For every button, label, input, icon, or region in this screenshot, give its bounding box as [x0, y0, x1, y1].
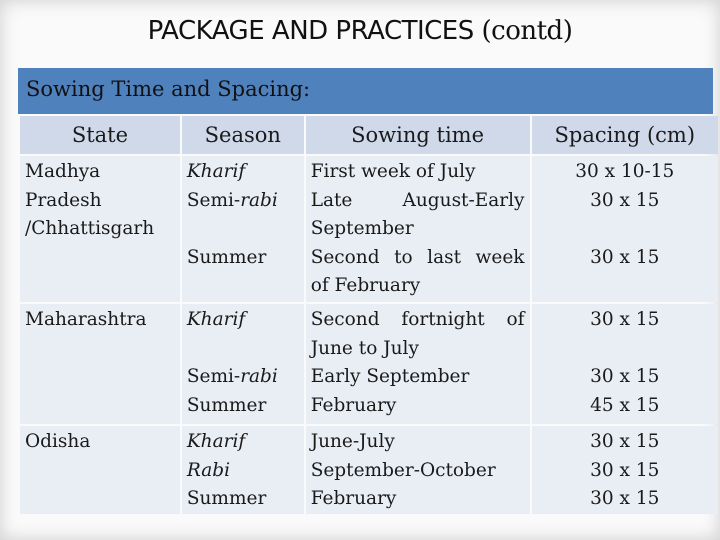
- state-line: /Chhattisgarh: [25, 218, 155, 239]
- sowing-line: Late August-Early: [310, 189, 525, 211]
- spacing-value: 30 x 10-15: [575, 161, 675, 182]
- season-kharif: Kharif: [186, 309, 246, 330]
- state-line: Madhya: [25, 161, 101, 182]
- spacing-value: 30 x 15: [590, 189, 660, 211]
- spacing-value: 30 x 15: [590, 246, 660, 268]
- season-cell: [182, 156, 304, 302]
- spacing-value: 45 x 15: [590, 394, 660, 416]
- state-cell: [20, 426, 180, 514]
- spacing-value: 30 x 15: [590, 488, 660, 509]
- header-spacing: Spacing (cm): [532, 116, 719, 154]
- season-kharif: Kharif: [186, 161, 246, 182]
- header-season: Season: [182, 116, 304, 154]
- page-title: [0, 16, 720, 46]
- spacing-value: 30 x 15: [590, 459, 660, 481]
- table-row: [20, 304, 718, 424]
- sowing-line: September: [310, 218, 414, 239]
- table-row: [20, 156, 718, 302]
- spacing-cell: [532, 156, 719, 302]
- sowing-cell: [306, 304, 530, 424]
- sowing-line: February: [310, 394, 397, 416]
- sowing-line: June-July: [310, 431, 395, 452]
- sowing-line: First week of July: [310, 161, 476, 182]
- season-semi-rabi: Semi-rabi: [186, 189, 278, 211]
- season-semi-rabi: Semi-rabi: [186, 366, 278, 387]
- sowing-cell: [306, 156, 530, 302]
- spacing-value: 30 x 15: [590, 431, 660, 452]
- sowing-line: of February: [310, 275, 421, 296]
- title-main: PACKAGE AND PRACTICES: [147, 16, 474, 46]
- title-suffix: (contd): [481, 16, 573, 46]
- sowing-line: Second fortnight of: [310, 309, 525, 330]
- state-cell: [20, 156, 180, 302]
- state-line: Pradesh: [25, 189, 102, 211]
- sowing-cell: [306, 426, 530, 514]
- season-cell: [182, 426, 304, 514]
- season-summer: Summer: [186, 246, 267, 268]
- spacing-value: 30 x 15: [590, 366, 660, 387]
- spacing-cell: [532, 304, 719, 424]
- table-row: [20, 426, 718, 514]
- sowing-table: [18, 114, 720, 516]
- season-summer: Summer: [186, 488, 267, 509]
- sowing-line: Second to last week: [310, 246, 525, 268]
- table-header-row: [20, 116, 718, 154]
- sowing-line: June to July: [310, 337, 419, 359]
- season-rabi: Rabi: [186, 459, 230, 481]
- season-kharif: Kharif: [186, 431, 246, 452]
- season-cell: [182, 304, 304, 424]
- state-line: Maharashtra: [25, 309, 147, 330]
- spacing-value: 30 x 15: [590, 309, 660, 330]
- state-line: Odisha: [25, 431, 91, 452]
- spacing-cell: [532, 426, 719, 514]
- header-sowing-time: Sowing time: [306, 116, 530, 154]
- section-banner: Sowing Time and Spacing:: [18, 68, 713, 114]
- header-state: State: [20, 116, 180, 154]
- sowing-line: February: [310, 488, 397, 509]
- season-summer: Summer: [186, 394, 267, 416]
- sowing-line: Early September: [310, 366, 470, 387]
- sowing-line: September-October: [310, 459, 496, 481]
- state-cell: [20, 304, 180, 424]
